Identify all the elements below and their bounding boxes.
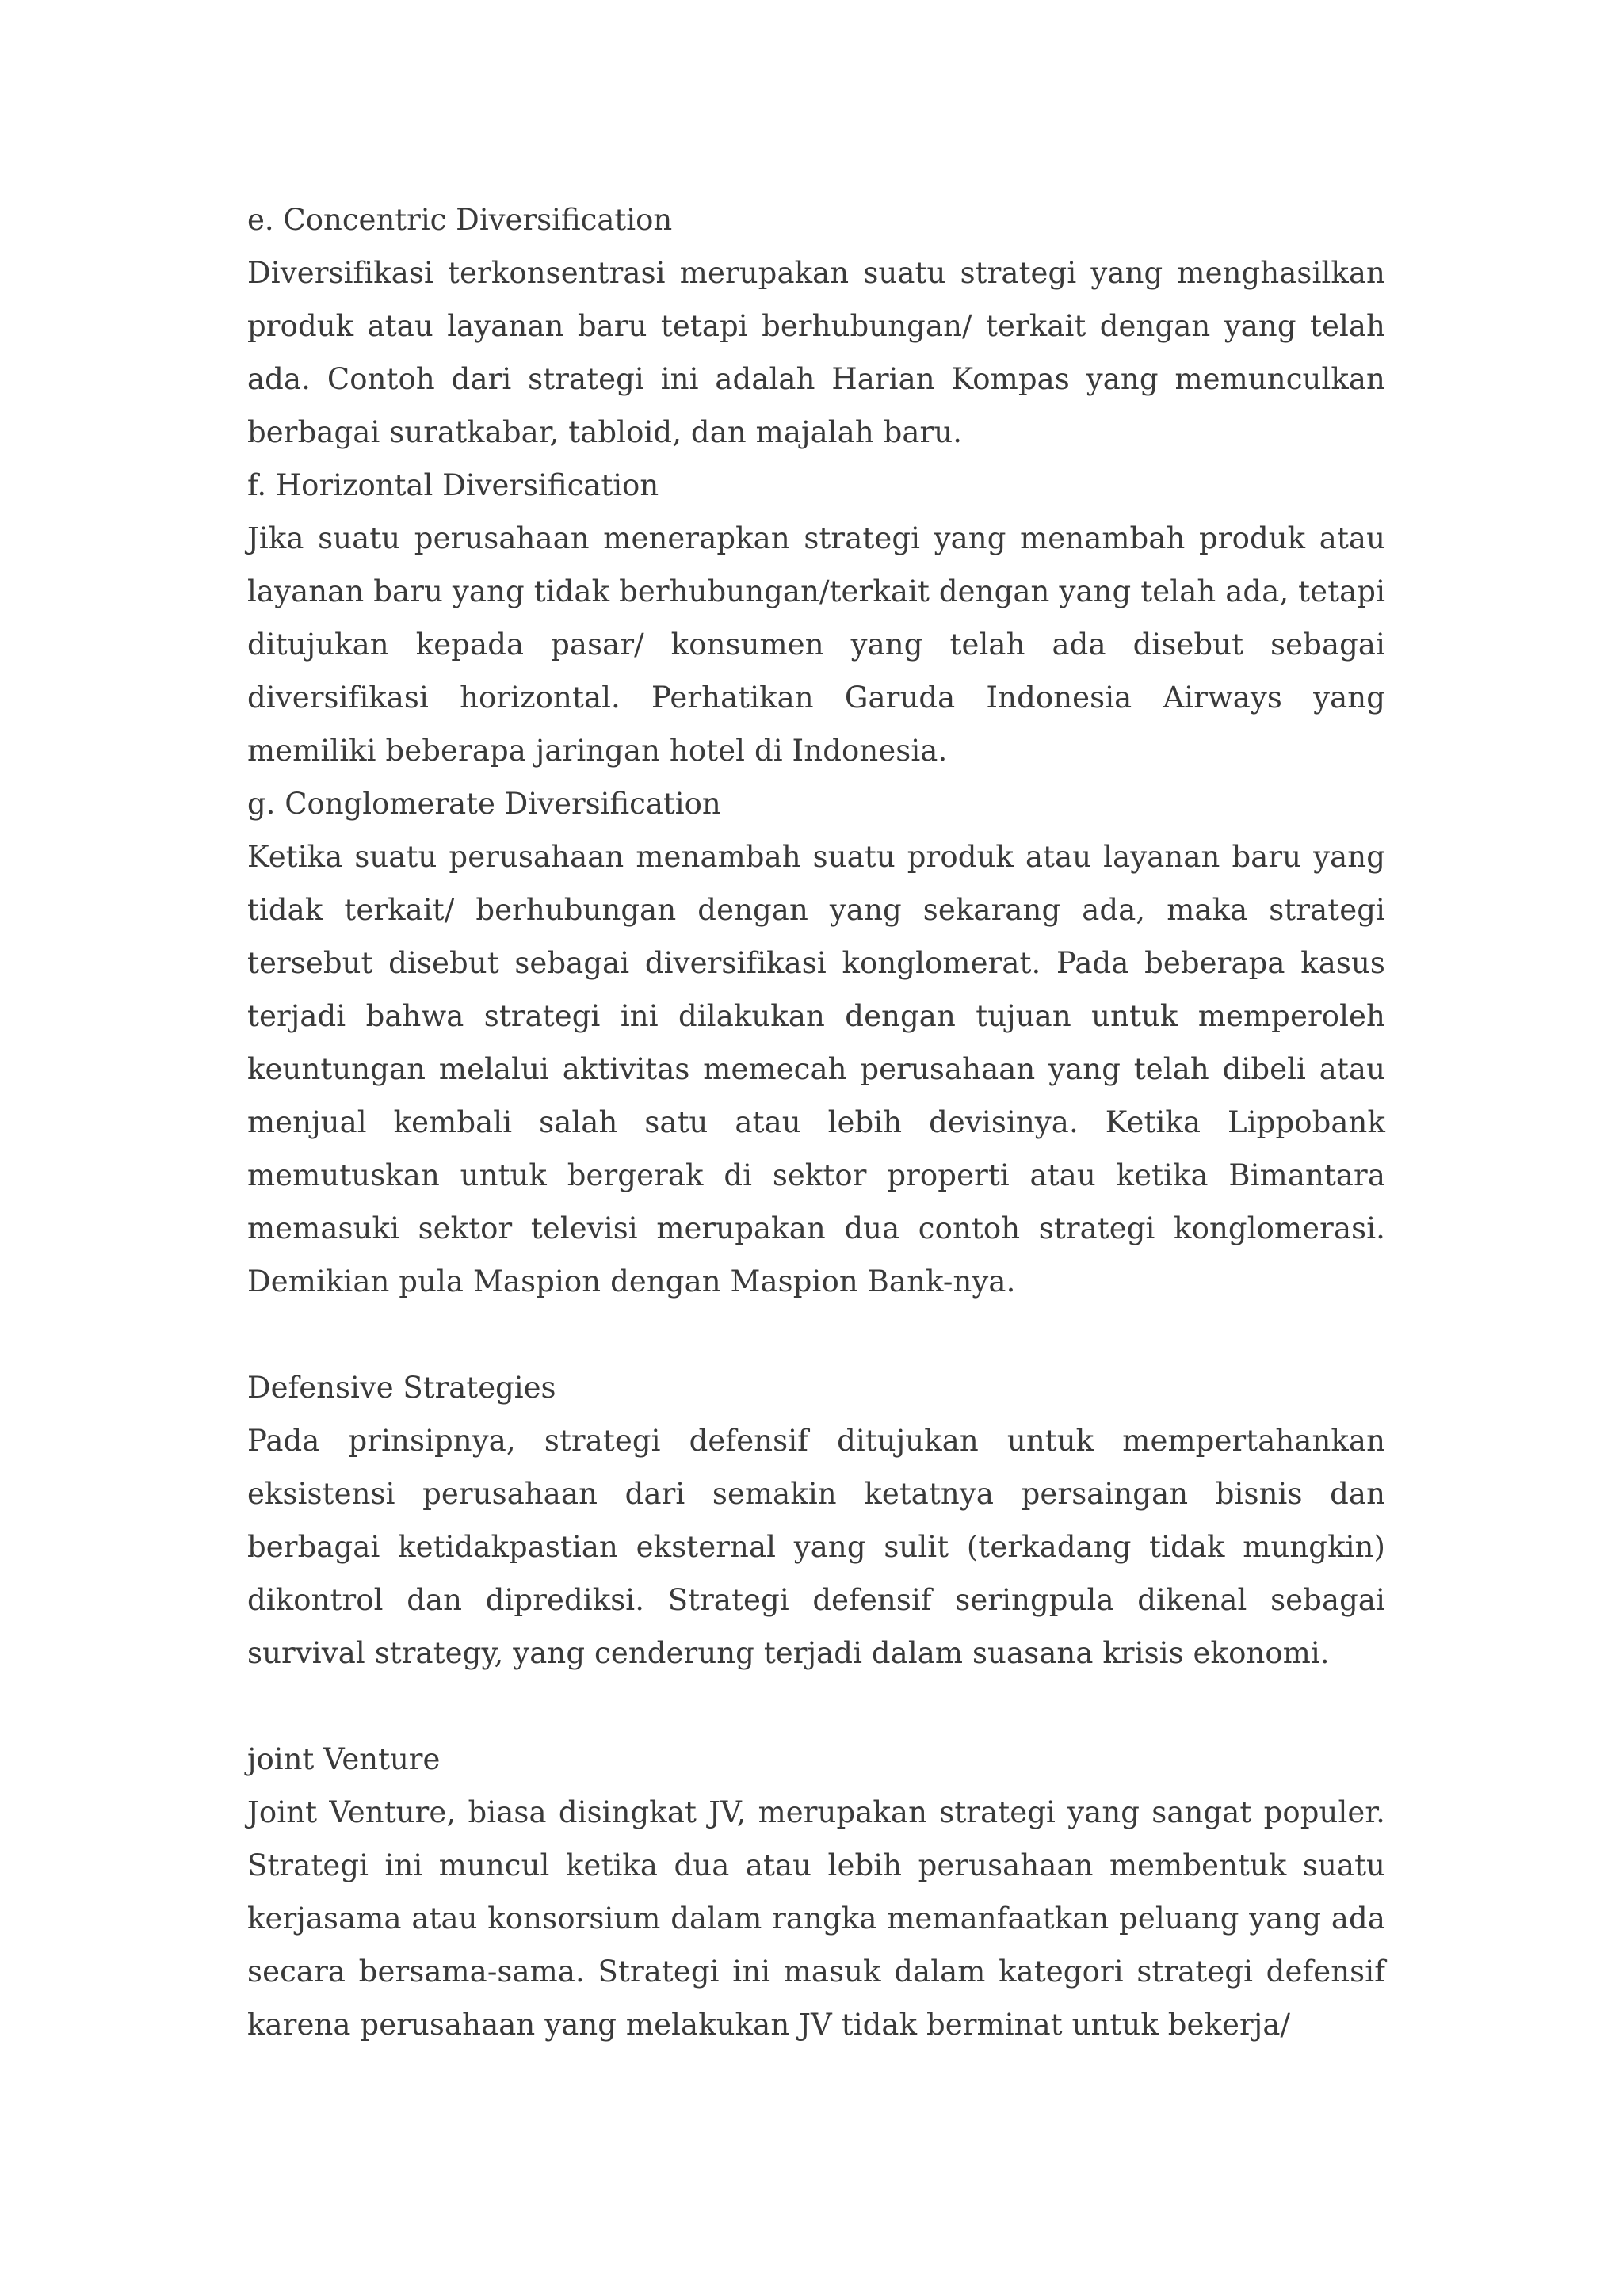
section-paragraph-defensive: Pada prinsipnya, strategi defensif ditujukan untuk mempertahankan eksistensi perusahaan dari semakin ketatnya persaingan bisnis dan berbagai ketidakpastian eksternal yang sulit (terkadang tidak mungkin) dikontrol dan diprediksi. Strategi defensif seringpula dikenal sebagai survival strategy, yang cenderung terjadi dalam suasana krisis ekonomi. bbox=[247, 1424, 1385, 1670]
section-paragraph-horizontal: Jika suatu perusahaan menerapkan strategi yang menambah produk atau layanan baru yang tidak berhubungan/terkait dengan yang telah ada, tetapi ditujukan kepada pasar/ konsumen yang telah ada disebut sebagai diversifikasi horizontal. Perhatikan Garuda Indonesia Airways yang memiliki beberapa jaringan hotel di Indonesia. bbox=[247, 521, 1385, 768]
section-paragraph-conglomerate: Ketika suatu perusahaan menambah suatu produk atau layanan baru yang tidak terkait/ berhubungan dengan yang sekarang ada, maka strategi tersebut disebut sebagai diversifikasi konglomerat. Pada beberapa kasus terjadi bahwa strategi ini dilakukan dengan tujuan untuk memperoleh keuntungan melalui aktivitas memecah perusahaan yang telah dibeli atau menjual kembali salah satu atau lebih devisinya. Ketika Lippobank memutuskan untuk bergerak di sektor properti atau ketika Bimantara memasuki sektor televisi merupakan dua contoh strategi konglomerasi. Demikian pula Maspion dengan Maspion Bank-nya. bbox=[247, 840, 1385, 1299]
section-heading-conglomerate: g. Conglomerate Diversification bbox=[247, 787, 721, 821]
section-paragraph-concentric: Diversifikasi terkonsentrasi merupakan suatu strategi yang menghasilkan produk atau layanan baru tetapi berhubungan/ terkait dengan yang telah ada. Contoh dari strategi ini adalah Harian Kompas yang memunculkan berbagai suratkabar, tabloid, dan majalah baru. bbox=[247, 256, 1385, 449]
section-heading-defensive: Defensive Strategies bbox=[247, 1371, 556, 1405]
section-heading-horizontal: f. Horizontal Diversification bbox=[247, 468, 659, 502]
section-paragraph-joint-venture: Joint Venture, biasa disingkat JV, merupakan strategi yang sangat populer. Strategi ini muncul ketika dua atau lebih perusahaan membentuk suatu kerjasama atau konsorsium dalam rangka memanfaatkan peluang yang ada secara bersama-sama. Strategi ini masuk dalam kategori strategi defensif karena perusahaan yang melakukan JV tidak berminat untuk bekerja/ bbox=[247, 1795, 1385, 2042]
section-heading-joint-venture: joint Venture bbox=[247, 1742, 441, 1776]
section-heading-concentric: e. Concentric Diversification bbox=[247, 203, 673, 237]
document-body bbox=[247, 193, 1385, 2051]
section-spacer bbox=[247, 1680, 1385, 1733]
section-spacer bbox=[247, 1308, 1385, 1361]
